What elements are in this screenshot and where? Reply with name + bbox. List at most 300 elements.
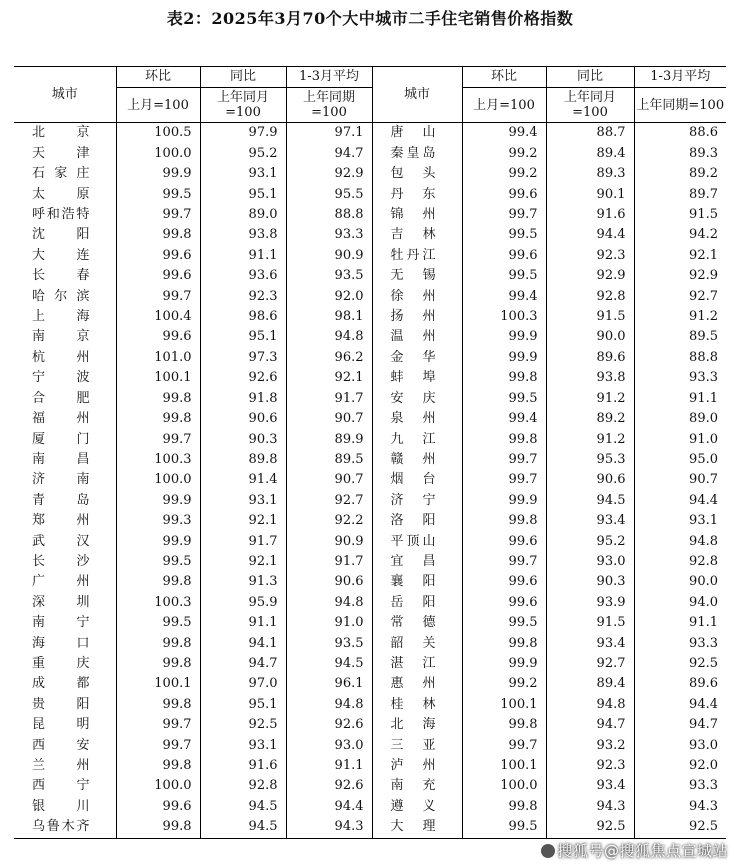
table-title: 表2：2025年3月70个大中城市二手住宅销售价格指数	[166, 9, 574, 28]
city-right-cell: 唐山	[372, 123, 462, 144]
avg-left-cell: 94.3	[286, 817, 372, 838]
city-left-cell: 沈阳	[14, 225, 116, 245]
city-right-cell: 牡丹江	[372, 246, 462, 266]
city-right-cell: 徐州	[372, 287, 462, 307]
yoy-right-cell: 93.0	[546, 552, 634, 572]
table-row	[14, 205, 726, 225]
yoy-right-cell: 90.0	[546, 327, 634, 347]
table-row	[14, 634, 726, 654]
sohu-logo-icon	[541, 844, 555, 858]
mom-right-cell: 99.5	[462, 266, 546, 286]
yoy-right-cell: 92.3	[546, 246, 634, 266]
city-right-cell: 九江	[372, 430, 462, 450]
mom-right-cell: 99.6	[462, 246, 546, 266]
avg-right-cell: 93.1	[689, 513, 718, 529]
mom-left-cell: 99.8	[116, 695, 200, 715]
yoy-header-left: 同比	[200, 67, 286, 88]
yoy-base-left: 上年同月=100	[200, 88, 286, 123]
yoy-left-cell: 91.8	[200, 389, 286, 409]
yoy-left-cell: 91.4	[200, 470, 286, 490]
mom-left-cell: 99.9	[116, 532, 200, 552]
city-left-cell: 南京	[14, 327, 116, 347]
yoy-right-cell: 94.8	[546, 695, 634, 715]
city-right-cell: 湛江	[372, 654, 462, 674]
table-row	[14, 450, 726, 470]
mom-left-cell: 100.0	[116, 144, 200, 164]
mom-right-cell: 100.0	[462, 776, 546, 796]
yoy-right-cell: 91.2	[546, 430, 634, 450]
table-row	[14, 572, 726, 592]
city-right-cell: 金华	[372, 348, 462, 368]
avg-right-cell: 90.7	[689, 472, 718, 488]
yoy-right-cell: 88.7	[546, 123, 634, 144]
city-right-cell: 济宁	[372, 491, 462, 511]
mom-left-cell: 99.8	[116, 654, 200, 674]
yoy-left-cell: 94.5	[200, 797, 286, 817]
avg-base-right: 上年同期=100	[634, 88, 726, 123]
table-row	[14, 552, 726, 572]
mom-left-cell: 99.7	[116, 430, 200, 450]
mom-base-right: 上月=100	[462, 88, 546, 123]
yoy-left-cell: 94.5	[200, 817, 286, 838]
avg-right-cell: 92.5	[634, 817, 726, 838]
table-row	[14, 123, 726, 144]
city-left-cell: 北京	[14, 123, 116, 144]
yoy-left-cell: 97.0	[200, 674, 286, 694]
avg-right-cell: 94.7	[689, 717, 718, 733]
mom-left-cell: 101.0	[116, 348, 200, 368]
yoy-right-cell: 92.8	[546, 287, 634, 307]
avg-right-cell: 92.7	[689, 288, 718, 304]
mom-right-cell: 99.8	[462, 368, 546, 388]
avg-right-cell: 92.8	[689, 553, 718, 569]
avg-right-cell: 92.5	[689, 655, 718, 671]
city-left-cell: 昆明	[14, 715, 116, 735]
city-header-left: 城市	[14, 67, 116, 123]
mom-right-cell: 99.7	[462, 470, 546, 490]
city-left-cell: 长沙	[14, 552, 116, 572]
yoy-right-cell: 93.2	[546, 736, 634, 756]
yoy-left-cell: 94.7	[200, 654, 286, 674]
yoy-left-cell: 93.1	[200, 491, 286, 511]
mom-right-cell: 99.4	[462, 409, 546, 429]
avg-right-cell: 92.9	[689, 268, 718, 284]
avg-left-cell: 90.9	[286, 246, 372, 266]
avg-left-cell: 92.7	[286, 491, 372, 511]
mom-right-cell: 99.6	[462, 532, 546, 552]
avg-left-cell: 92.2	[286, 511, 372, 531]
yoy-right-cell: 89.4	[546, 674, 634, 694]
avg-left-cell: 91.0	[286, 613, 372, 633]
yoy-right-cell: 92.7	[546, 654, 634, 674]
city-left-cell: 福州	[14, 409, 116, 429]
yoy-right-cell: 90.6	[546, 470, 634, 490]
mom-left-cell: 99.8	[116, 634, 200, 654]
yoy-left-cell: 91.1	[200, 246, 286, 266]
avg-right-cell: 92.0	[689, 758, 718, 773]
city-right-cell: 北海	[372, 715, 462, 735]
mom-right-cell: 99.7	[462, 205, 546, 225]
mom-left-cell: 99.5	[116, 552, 200, 572]
city-left-cell: 贵阳	[14, 695, 116, 715]
table-row	[14, 593, 726, 613]
table-row	[14, 185, 726, 205]
table-row	[14, 287, 726, 307]
city-left-cell: 郑州	[14, 511, 116, 531]
mom-right-cell: 99.2	[462, 164, 546, 184]
city-header-right: 城市	[372, 67, 462, 123]
avg-left-cell: 90.7	[286, 409, 372, 429]
avg-right-cell: 94.0	[689, 594, 718, 610]
table-row	[14, 164, 726, 184]
avg-left-cell: 90.6	[286, 572, 372, 592]
mom-right-cell: 100.3	[462, 307, 546, 327]
mom-left-cell: 99.6	[116, 266, 200, 286]
mom-base-left: 上月=100	[116, 88, 200, 123]
mom-left-cell: 99.9	[116, 164, 200, 184]
yoy-right-cell: 92.9	[546, 266, 634, 286]
mom-left-cell: 99.8	[116, 389, 200, 409]
city-right-cell: 烟台	[372, 470, 462, 490]
mom-right-cell: 99.8	[462, 511, 546, 531]
yoy-right-cell: 91.5	[546, 307, 634, 327]
mom-right-cell: 99.7	[462, 450, 546, 470]
city-left-cell: 杭州	[14, 348, 116, 368]
yoy-left-cell: 91.6	[200, 756, 286, 776]
avg-left-cell: 91.1	[286, 756, 372, 776]
city-right-cell: 吉林	[372, 225, 462, 245]
yoy-right-cell: 92.5	[546, 817, 634, 838]
yoy-left-cell: 91.3	[200, 572, 286, 592]
city-right-cell: 岳阳	[372, 593, 462, 613]
city-right-cell: 洛阳	[372, 511, 462, 531]
city-left-cell: 兰州	[14, 756, 116, 776]
yoy-left-cell: 91.1	[200, 613, 286, 633]
yoy-left-cell: 92.5	[200, 715, 286, 735]
yoy-left-cell: 95.1	[200, 185, 286, 205]
mom-left-cell: 100.1	[116, 368, 200, 388]
mom-right-cell: 99.8	[462, 715, 546, 735]
yoy-right-cell: 89.6	[546, 348, 634, 368]
table-row	[14, 491, 726, 511]
mom-left-cell: 100.4	[116, 307, 200, 327]
city-right-cell: 无锡	[372, 266, 462, 286]
yoy-left-cell: 93.8	[200, 225, 286, 245]
city-right-cell: 大理	[372, 817, 462, 838]
avg-left-cell: 88.8	[286, 205, 372, 225]
price-index-table	[14, 66, 726, 839]
city-left-cell: 成都	[14, 674, 116, 694]
mom-left-cell: 99.6	[116, 797, 200, 817]
avg-left-cell: 89.5	[286, 450, 372, 470]
city-left-cell: 银川	[14, 797, 116, 817]
city-left-cell: 太原	[14, 185, 116, 205]
city-left-cell: 西宁	[14, 776, 116, 796]
avg-left-cell: 92.6	[286, 715, 372, 735]
mom-right-cell: 99.4	[462, 287, 546, 307]
city-right-cell: 桂林	[372, 695, 462, 715]
table-row	[14, 225, 726, 245]
yoy-right-cell: 91.6	[546, 205, 634, 225]
city-left-cell: 乌鲁木齐	[14, 817, 116, 838]
table-row	[14, 409, 726, 429]
city-right-cell: 丹东	[372, 185, 462, 205]
avg-left-cell: 95.5	[286, 185, 372, 205]
yoy-left-cell: 92.1	[200, 552, 286, 572]
city-right-cell: 安庆	[372, 389, 462, 409]
mom-left-cell: 99.9	[116, 491, 200, 511]
city-left-cell: 武汉	[14, 532, 116, 552]
avg-right-cell: 90.0	[689, 574, 718, 590]
mom-right-cell: 99.5	[462, 817, 546, 838]
city-right-cell: 常德	[372, 613, 462, 633]
table-row	[14, 430, 726, 450]
city-right-cell: 包头	[372, 164, 462, 184]
table-row	[14, 715, 726, 735]
mom-right-cell: 99.5	[462, 613, 546, 633]
avg-right-cell: 91.5	[689, 207, 718, 223]
avg-right-cell: 95.0	[689, 451, 718, 467]
mom-right-cell: 99.9	[462, 654, 546, 674]
mom-right-cell: 100.1	[462, 695, 546, 715]
mom-right-cell: 99.6	[462, 185, 546, 205]
mom-header-right: 环比	[462, 67, 546, 88]
table-row	[14, 654, 726, 674]
mom-left-cell: 100.0	[116, 470, 200, 490]
avg-left-cell: 93.5	[286, 634, 372, 654]
city-right-cell: 泸州	[372, 756, 462, 776]
city-right-cell: 赣州	[372, 450, 462, 470]
avg-right-cell: 89.6	[689, 676, 718, 692]
mom-right-cell: 99.9	[462, 491, 546, 511]
city-right-cell: 锦州	[372, 205, 462, 225]
avg-right-cell: 94.8	[689, 533, 718, 549]
avg-right-cell: 94.4	[689, 492, 718, 508]
city-right-cell: 惠州	[372, 674, 462, 694]
yoy-left-cell: 93.6	[200, 266, 286, 286]
yoy-right-cell: 94.7	[546, 715, 634, 735]
avg-left-cell: 93.0	[286, 736, 372, 756]
city-left-cell: 宁波	[14, 368, 116, 388]
table-row	[14, 736, 726, 756]
avg-left-cell: 96.2	[286, 348, 372, 368]
avg-right-cell: 94.2	[689, 227, 718, 243]
avg-right-cell: 93.3	[689, 635, 718, 651]
avg-right-cell: 94.3	[689, 798, 718, 814]
yoy-left-cell: 92.8	[200, 776, 286, 796]
table-row	[14, 327, 726, 347]
yoy-left-cell: 92.1	[200, 511, 286, 531]
mom-right-cell: 99.4	[462, 123, 546, 144]
avg-right-cell: 91.2	[689, 309, 718, 325]
yoy-base-right: 上年同月=100	[546, 88, 634, 123]
avg-left-cell: 90.7	[286, 470, 372, 490]
avg-header-left: 1-3月平均	[286, 67, 372, 88]
yoy-right-cell: 89.3	[546, 164, 634, 184]
table-row	[14, 511, 726, 531]
mom-right-cell: 99.8	[462, 797, 546, 817]
mom-right-cell: 99.6	[462, 572, 546, 592]
avg-left-cell: 90.9	[286, 532, 372, 552]
mom-left-cell: 99.8	[116, 572, 200, 592]
city-left-cell: 合肥	[14, 389, 116, 409]
avg-right-cell: 91.0	[689, 431, 718, 447]
avg-left-cell: 91.7	[286, 552, 372, 572]
table-row	[14, 307, 726, 327]
city-right-cell: 蚌埠	[372, 368, 462, 388]
city-left-cell: 南宁	[14, 613, 116, 633]
city-left-cell: 天津	[14, 144, 116, 164]
city-left-cell: 石家庄	[14, 164, 116, 184]
city-right-cell: 扬州	[372, 307, 462, 327]
avg-left-cell: 93.5	[286, 266, 372, 286]
mom-right-cell: 99.5	[462, 225, 546, 245]
avg-header-right: 1-3月平均	[634, 67, 726, 88]
city-left-cell: 济南	[14, 470, 116, 490]
city-left-cell: 长春	[14, 266, 116, 286]
avg-right-cell: 89.5	[689, 329, 718, 345]
city-right-cell: 温州	[372, 327, 462, 347]
table-row	[14, 695, 726, 715]
yoy-left-cell: 97.9	[200, 123, 286, 144]
watermark	[541, 840, 728, 861]
yoy-right-cell: 95.2	[546, 532, 634, 552]
city-right-cell: 平顶山	[372, 532, 462, 552]
yoy-right-cell: 89.4	[546, 144, 634, 164]
avg-left-cell: 94.8	[286, 593, 372, 613]
mom-header-left: 环比	[116, 67, 200, 88]
mom-left-cell: 99.6	[116, 327, 200, 347]
yoy-right-cell: 89.2	[546, 409, 634, 429]
avg-right-cell: 88.8	[689, 349, 718, 365]
avg-left-cell: 94.8	[286, 327, 372, 347]
avg-right-cell: 91.1	[689, 615, 718, 631]
table-row	[14, 368, 726, 388]
mom-left-cell: 99.8	[116, 225, 200, 245]
mom-left-cell: 100.0	[116, 776, 200, 796]
avg-left-cell: 94.5	[286, 654, 372, 674]
table-row	[14, 776, 726, 796]
avg-right-cell: 94.4	[689, 696, 718, 712]
city-left-cell: 青岛	[14, 491, 116, 511]
city-left-cell: 厦门	[14, 430, 116, 450]
city-left-cell: 上海	[14, 307, 116, 327]
yoy-left-cell: 97.3	[200, 348, 286, 368]
avg-left-cell: 97.1	[286, 123, 372, 144]
table-row	[14, 389, 726, 409]
yoy-left-cell: 95.1	[200, 327, 286, 347]
yoy-right-cell: 93.8	[546, 368, 634, 388]
mom-left-cell: 99.3	[116, 511, 200, 531]
table-row	[14, 246, 726, 266]
mom-right-cell: 99.7	[462, 552, 546, 572]
mom-right-cell: 99.8	[462, 634, 546, 654]
table-row	[14, 144, 726, 164]
city-left-cell: 海口	[14, 634, 116, 654]
yoy-right-cell: 93.4	[546, 634, 634, 654]
avg-left-cell: 92.9	[286, 164, 372, 184]
mom-right-cell: 99.2	[462, 144, 546, 164]
city-left-cell: 南昌	[14, 450, 116, 470]
yoy-right-cell: 94.5	[546, 491, 634, 511]
city-right-cell: 泉州	[372, 409, 462, 429]
mom-left-cell: 99.8	[116, 817, 200, 838]
mom-right-cell: 99.7	[462, 736, 546, 756]
city-right-cell: 南充	[372, 776, 462, 796]
avg-left-cell: 92.0	[286, 287, 372, 307]
avg-right-cell: 91.1	[689, 390, 718, 406]
yoy-right-cell: 91.5	[546, 613, 634, 633]
yoy-right-cell: 94.4	[546, 225, 634, 245]
avg-right-cell: 89.0	[689, 411, 718, 427]
avg-left-cell: 94.7	[286, 144, 372, 164]
mom-right-cell: 99.9	[462, 348, 546, 368]
yoy-left-cell: 93.1	[200, 164, 286, 184]
table-row	[14, 348, 726, 368]
mom-left-cell: 100.3	[116, 593, 200, 613]
table-row	[14, 532, 726, 552]
avg-right-cell: 93.3	[689, 778, 718, 794]
mom-right-cell: 100.1	[462, 756, 546, 776]
city-left-cell: 大连	[14, 246, 116, 266]
yoy-left-cell: 93.1	[200, 736, 286, 756]
mom-right-cell: 99.2	[462, 674, 546, 694]
yoy-left-cell: 95.1	[200, 695, 286, 715]
avg-base-left: 上年同期=100	[286, 88, 372, 123]
mom-left-cell: 99.7	[116, 205, 200, 225]
mom-left-cell: 100.1	[116, 674, 200, 694]
mom-left-cell: 99.6	[116, 246, 200, 266]
mom-left-cell: 99.8	[116, 756, 200, 776]
avg-right-cell: 89.2	[689, 166, 718, 182]
avg-right-cell: 92.1	[689, 247, 718, 263]
avg-left-cell: 94.4	[286, 797, 372, 817]
yoy-right-cell: 91.2	[546, 389, 634, 409]
avg-left-cell: 91.7	[286, 389, 372, 409]
mom-right-cell: 99.5	[462, 389, 546, 409]
mom-right-cell: 99.6	[462, 593, 546, 613]
mom-left-cell: 100.3	[116, 450, 200, 470]
yoy-left-cell: 89.0	[200, 205, 286, 225]
mom-right-cell: 99.9	[462, 327, 546, 347]
table-row	[14, 674, 726, 694]
table-row	[14, 266, 726, 286]
city-right-cell: 三亚	[372, 736, 462, 756]
watermark-text: 搜狐号@搜狐焦点宣城站	[557, 842, 728, 860]
yoy-left-cell: 89.8	[200, 450, 286, 470]
mom-left-cell: 99.8	[116, 409, 200, 429]
avg-right-cell: 93.3	[689, 370, 718, 386]
yoy-left-cell: 95.9	[200, 593, 286, 613]
avg-right-cell: 88.6	[689, 125, 718, 141]
mom-left-cell: 99.7	[116, 287, 200, 307]
yoy-right-cell: 95.3	[546, 450, 634, 470]
yoy-right-cell: 92.3	[546, 756, 634, 776]
yoy-right-cell: 93.4	[546, 511, 634, 531]
city-left-cell: 深圳	[14, 593, 116, 613]
yoy-right-cell: 93.9	[546, 593, 634, 613]
mom-left-cell: 99.7	[116, 736, 200, 756]
yoy-right-cell: 94.3	[546, 797, 634, 817]
yoy-left-cell: 92.3	[200, 287, 286, 307]
table-row	[14, 797, 726, 817]
city-right-cell: 遵义	[372, 797, 462, 817]
city-right-cell: 襄阳	[372, 572, 462, 592]
city-left-cell: 重庆	[14, 654, 116, 674]
mom-left-cell: 99.5	[116, 185, 200, 205]
city-right-cell: 韶关	[372, 634, 462, 654]
avg-left-cell: 98.1	[286, 307, 372, 327]
